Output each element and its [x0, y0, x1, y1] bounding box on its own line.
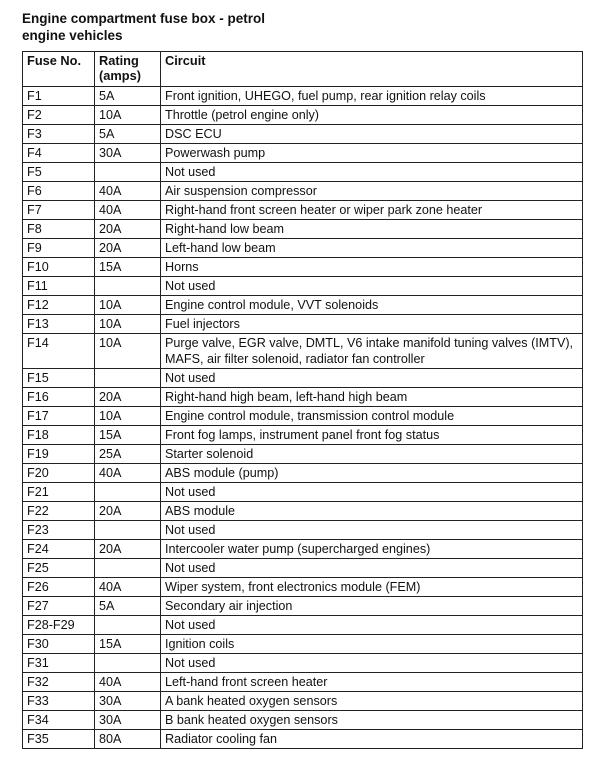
rating-cell: 40A: [95, 182, 161, 201]
circuit-cell: ABS module (pump): [161, 464, 583, 483]
circuit-cell: Intercooler water pump (supercharged engines): [161, 540, 583, 559]
table-row: [23, 464, 583, 483]
rating-cell: [95, 277, 161, 296]
fuse-number-cell: F25: [23, 559, 95, 578]
circuit-cell: Not used: [161, 277, 583, 296]
fuse-number-cell: F17: [23, 407, 95, 426]
rating-cell: 40A: [95, 464, 161, 483]
rating-cell: [95, 163, 161, 182]
circuit-cell: Engine control module, transmission control module: [161, 407, 583, 426]
fuse-number-cell: F35: [23, 730, 95, 749]
table-row: [23, 654, 583, 673]
circuit-cell: Right-hand low beam: [161, 220, 583, 239]
circuit-cell: Not used: [161, 163, 583, 182]
column-header-circuit: Circuit: [161, 52, 583, 87]
fuse-number-cell: F23: [23, 521, 95, 540]
circuit-cell: Front fog lamps, instrument panel front fog status: [161, 426, 583, 445]
fuse-number-cell: F34: [23, 711, 95, 730]
fuse-table: [22, 51, 583, 749]
circuit-cell: Not used: [161, 521, 583, 540]
rating-cell: 20A: [95, 220, 161, 239]
rating-cell: 40A: [95, 673, 161, 692]
circuit-cell: Horns: [161, 258, 583, 277]
rating-cell: 20A: [95, 239, 161, 258]
rating-cell: [95, 559, 161, 578]
fuse-number-cell: F30: [23, 635, 95, 654]
fuse-number-cell: F27: [23, 597, 95, 616]
rating-cell: [95, 521, 161, 540]
fuse-number-cell: F13: [23, 315, 95, 334]
table-row: [23, 182, 583, 201]
table-row: [23, 426, 583, 445]
table-row: [23, 334, 583, 369]
fuse-number-cell: F28-F29: [23, 616, 95, 635]
fuse-number-cell: F7: [23, 201, 95, 220]
fuse-number-cell: F21: [23, 483, 95, 502]
circuit-cell: Left-hand low beam: [161, 239, 583, 258]
rating-cell: 15A: [95, 635, 161, 654]
circuit-cell: Ignition coils: [161, 635, 583, 654]
fuse-number-cell: F33: [23, 692, 95, 711]
fuse-number-cell: F6: [23, 182, 95, 201]
table-row: [23, 388, 583, 407]
column-header-fuse-no: Fuse No.: [23, 52, 95, 87]
rating-cell: 5A: [95, 597, 161, 616]
fuse-table-header: [23, 52, 583, 87]
table-row: [23, 521, 583, 540]
fuse-number-cell: F19: [23, 445, 95, 464]
circuit-cell: Not used: [161, 483, 583, 502]
table-row: [23, 692, 583, 711]
column-header-rating: Rating (amps): [95, 52, 161, 87]
rating-cell: [95, 483, 161, 502]
fuse-number-cell: F26: [23, 578, 95, 597]
table-row: [23, 502, 583, 521]
circuit-cell: Right-hand front screen heater or wiper park zone heater: [161, 201, 583, 220]
circuit-cell: Wiper system, front electronics module (FEM): [161, 578, 583, 597]
fuse-table-body: [23, 87, 583, 749]
fuse-number-cell: F24: [23, 540, 95, 559]
rating-cell: 5A: [95, 87, 161, 106]
page-title: [22, 10, 582, 44]
fuse-number-cell: F11: [23, 277, 95, 296]
fuse-number-cell: F12: [23, 296, 95, 315]
rating-cell: 5A: [95, 125, 161, 144]
fuse-number-cell: F9: [23, 239, 95, 258]
table-row: [23, 163, 583, 182]
rating-cell: 10A: [95, 296, 161, 315]
table-row: [23, 597, 583, 616]
fuse-number-cell: F18: [23, 426, 95, 445]
table-row: [23, 635, 583, 654]
fuse-number-cell: F5: [23, 163, 95, 182]
table-row: [23, 445, 583, 464]
table-row: [23, 540, 583, 559]
table-row: [23, 616, 583, 635]
rating-cell: 10A: [95, 315, 161, 334]
rating-cell: 10A: [95, 106, 161, 125]
page-title-line-2: engine vehicles: [22, 28, 123, 43]
rating-cell: 15A: [95, 426, 161, 445]
header-row: [23, 52, 583, 87]
fuse-number-cell: F8: [23, 220, 95, 239]
circuit-cell: Throttle (petrol engine only): [161, 106, 583, 125]
rating-cell: 40A: [95, 578, 161, 597]
circuit-cell: Engine control module, VVT solenoids: [161, 296, 583, 315]
circuit-cell: Radiator cooling fan: [161, 730, 583, 749]
fuse-number-cell: F16: [23, 388, 95, 407]
table-row: [23, 730, 583, 749]
table-row: [23, 315, 583, 334]
circuit-cell: Front ignition, UHEGO, fuel pump, rear ignition relay coils: [161, 87, 583, 106]
circuit-cell: DSC ECU: [161, 125, 583, 144]
fuse-number-cell: F2: [23, 106, 95, 125]
rating-cell: [95, 654, 161, 673]
rating-cell: 80A: [95, 730, 161, 749]
rating-cell: 20A: [95, 388, 161, 407]
rating-cell: 15A: [95, 258, 161, 277]
table-row: [23, 220, 583, 239]
circuit-cell: Not used: [161, 559, 583, 578]
rating-cell: 10A: [95, 334, 161, 369]
rating-cell: 10A: [95, 407, 161, 426]
table-row: [23, 201, 583, 220]
table-row: [23, 673, 583, 692]
circuit-cell: ABS module: [161, 502, 583, 521]
table-row: [23, 144, 583, 163]
table-row: [23, 711, 583, 730]
table-row: [23, 239, 583, 258]
circuit-cell: Right-hand high beam, left-hand high beam: [161, 388, 583, 407]
table-row: [23, 369, 583, 388]
rating-cell: 20A: [95, 502, 161, 521]
fuse-number-cell: F22: [23, 502, 95, 521]
fuse-number-cell: F1: [23, 87, 95, 106]
table-row: [23, 296, 583, 315]
circuit-cell: Powerwash pump: [161, 144, 583, 163]
rating-cell: 20A: [95, 540, 161, 559]
rating-cell: [95, 616, 161, 635]
rating-cell: 40A: [95, 201, 161, 220]
fuse-number-cell: F20: [23, 464, 95, 483]
table-row: [23, 258, 583, 277]
fuse-number-cell: F31: [23, 654, 95, 673]
page-title-line-1: Engine compartment fuse box - petrol: [22, 11, 266, 26]
rating-cell: 30A: [95, 711, 161, 730]
circuit-cell: Not used: [161, 616, 583, 635]
table-row: [23, 483, 583, 502]
rating-cell: 25A: [95, 445, 161, 464]
fuse-number-cell: F4: [23, 144, 95, 163]
circuit-cell: Not used: [161, 654, 583, 673]
circuit-cell: Starter solenoid: [161, 445, 583, 464]
fuse-number-cell: F3: [23, 125, 95, 144]
circuit-cell: Air suspension compressor: [161, 182, 583, 201]
circuit-cell: B bank heated oxygen sensors: [161, 711, 583, 730]
circuit-cell: Secondary air injection: [161, 597, 583, 616]
circuit-cell: Purge valve, EGR valve, DMTL, V6 intake manifold tuning valves (IMTV), MAFS, air filter solenoid, radiator fan controller: [161, 334, 583, 369]
fuse-number-cell: F10: [23, 258, 95, 277]
table-row: [23, 578, 583, 597]
table-row: [23, 277, 583, 296]
table-row: [23, 106, 583, 125]
rating-cell: [95, 369, 161, 388]
fuse-number-cell: F14: [23, 334, 95, 369]
circuit-cell: Left-hand front screen heater: [161, 673, 583, 692]
fuse-number-cell: F15: [23, 369, 95, 388]
circuit-cell: A bank heated oxygen sensors: [161, 692, 583, 711]
table-row: [23, 559, 583, 578]
rating-cell: 30A: [95, 692, 161, 711]
rating-cell: 30A: [95, 144, 161, 163]
table-row: [23, 407, 583, 426]
circuit-cell: Not used: [161, 369, 583, 388]
circuit-cell: Fuel injectors: [161, 315, 583, 334]
table-row: [23, 125, 583, 144]
fuse-number-cell: F32: [23, 673, 95, 692]
table-row: [23, 87, 583, 106]
